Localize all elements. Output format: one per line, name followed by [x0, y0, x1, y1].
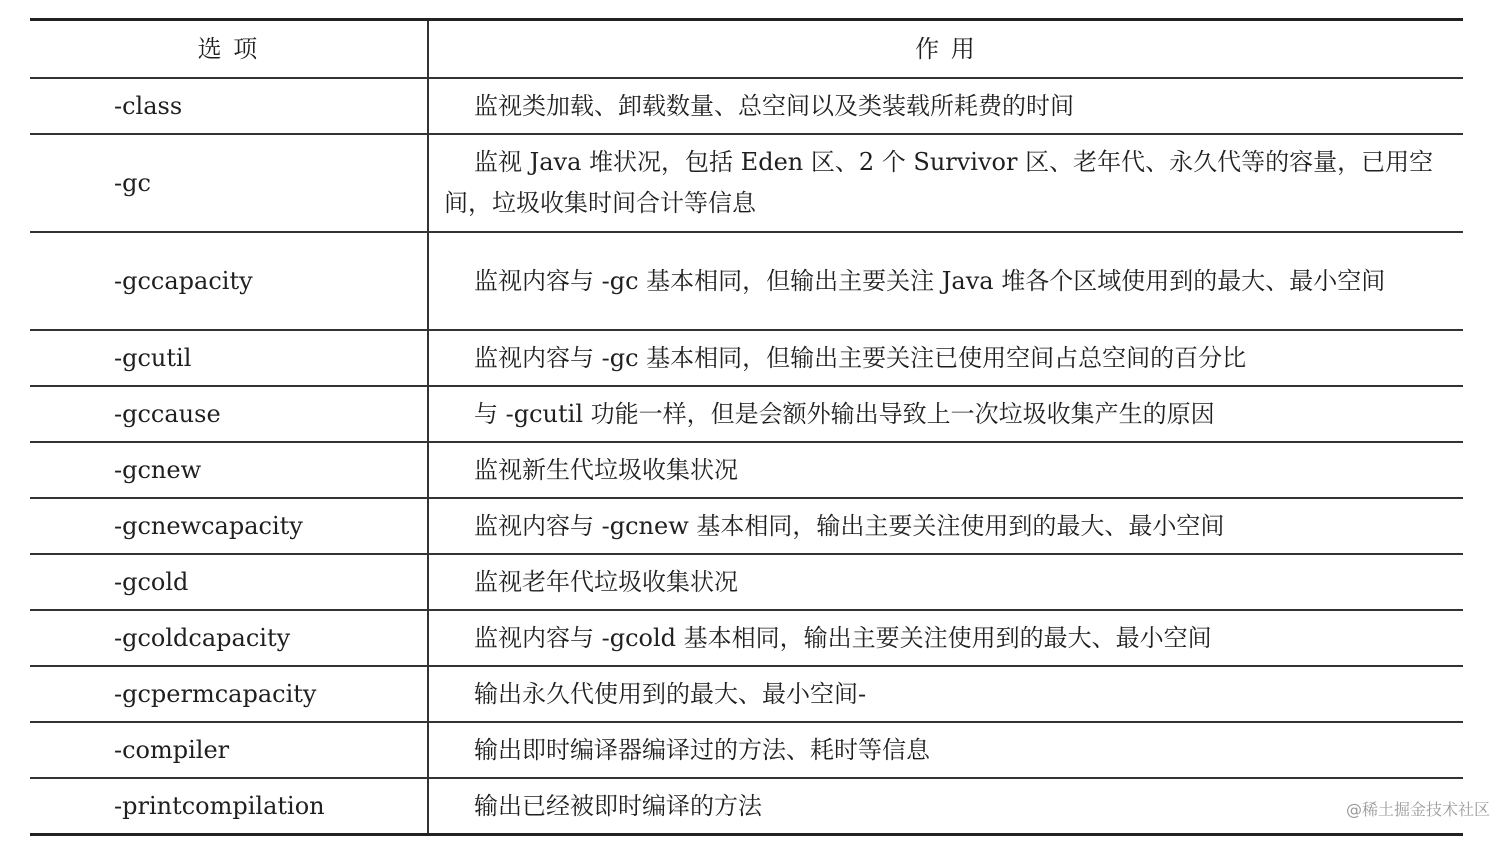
header-option: 选 项 [30, 20, 428, 79]
description-text: 输出永久代使用到的最大、最小空间- [474, 679, 867, 708]
option-cell: -printcompilation [30, 778, 428, 835]
table-row [30, 78, 1463, 134]
description-text: 监视新生代垃圾收集状况 [474, 455, 738, 484]
description-text: 监视老年代垃圾收集状况 [474, 567, 738, 596]
description-cell [428, 442, 1463, 498]
description-text: 监视内容与 -gc 基本相同，但输出主要关注已使用空间占总空间的百分比 [474, 343, 1247, 372]
option-cell: -gcnew [30, 442, 428, 498]
description-text: 与 -gcutil 功能一样，但是会额外输出导致上一次垃圾收集产生的原因 [474, 399, 1215, 428]
description-cell [428, 498, 1463, 554]
description-text: 监视 Java 堆状况，包括 Eden 区、2 个 Survivor 区、老年代、永久代等的容量，已用空间，垃圾收集时间合计等信息 [444, 148, 1434, 217]
description-cell [428, 232, 1463, 330]
options-table-container [30, 18, 1463, 836]
table-row [30, 134, 1463, 232]
description-cell [428, 610, 1463, 666]
watermark: @稀土掘金技术社区 [1345, 800, 1490, 819]
table-row [30, 554, 1463, 610]
table-row [30, 498, 1463, 554]
option-cell: -gc [30, 134, 428, 232]
description-cell [428, 778, 1463, 835]
option-cell: -gcoldcapacity [30, 610, 428, 666]
description-cell [428, 330, 1463, 386]
option-cell: -gccause [30, 386, 428, 442]
header-row [30, 20, 1463, 79]
header-purpose: 作 用 [428, 20, 1463, 79]
table-row [30, 610, 1463, 666]
option-cell: -gccapacity [30, 232, 428, 330]
description-cell [428, 666, 1463, 722]
description-text: 输出已经被即时编译的方法 [474, 791, 762, 820]
description-text: 监视内容与 -gcnew 基本相同，输出主要关注使用到的最大、最小空间 [474, 511, 1225, 540]
description-text: 输出即时编译器编译过的方法、耗时等信息 [474, 735, 930, 764]
description-cell [428, 386, 1463, 442]
description-cell [428, 554, 1463, 610]
table-row [30, 386, 1463, 442]
option-cell: -compiler [30, 722, 428, 778]
table-row [30, 442, 1463, 498]
option-cell: -class [30, 78, 428, 134]
description-text: 监视类加载、卸载数量、总空间以及类装载所耗费的时间 [474, 91, 1074, 120]
description-cell [428, 134, 1463, 232]
table-row [30, 722, 1463, 778]
table-row [30, 232, 1463, 330]
option-cell: -gcpermcapacity [30, 666, 428, 722]
description-cell [428, 78, 1463, 134]
option-cell: -gcutil [30, 330, 428, 386]
description-text: 监视内容与 -gcold 基本相同，输出主要关注使用到的最大、最小空间 [474, 623, 1212, 652]
jstat-options-table [30, 18, 1463, 836]
option-cell: -gcnewcapacity [30, 498, 428, 554]
description-text: 监视内容与 -gc 基本相同，但输出主要关注 Java 堆各个区域使用到的最大、最小空间 [474, 266, 1386, 295]
table-header [30, 20, 1463, 79]
option-cell: -gcold [30, 554, 428, 610]
description-cell [428, 722, 1463, 778]
table-row [30, 778, 1463, 835]
table-row [30, 330, 1463, 386]
table-row [30, 666, 1463, 722]
table-body [30, 78, 1463, 835]
